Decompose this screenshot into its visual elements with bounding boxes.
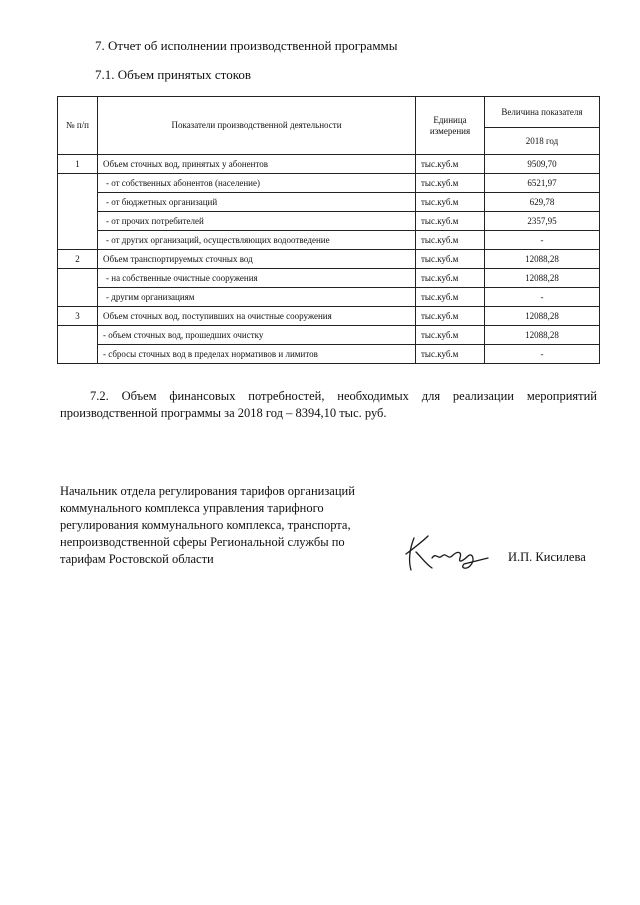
header-num: № п/п (58, 97, 98, 155)
paragraph-7-2-text: 7.2. Объем финансовых потребностей, необходимых для реализации мероприятий производственной программы за 2018 год – 8394,10 тыс. руб. (60, 389, 597, 420)
table-row (58, 174, 600, 193)
wastewater-volume-table (57, 96, 600, 364)
row-indicator: - другим организациям (98, 288, 416, 307)
row-indicator: Объем сточных вод, поступивших на очистные сооружения (98, 307, 416, 326)
row-value: 12088,28 (485, 250, 600, 269)
table-row (58, 307, 600, 326)
row-unit: тыс.куб.м (416, 269, 485, 288)
row-unit: тыс.куб.м (416, 174, 485, 193)
table-row (58, 231, 600, 250)
row-unit: тыс.куб.м (416, 193, 485, 212)
row-indicator: - от других организаций, осуществляющих водоотведение (98, 231, 416, 250)
row-indicator: - от прочих потребителей (98, 212, 416, 231)
header-year: 2018 год (485, 128, 600, 155)
table-row (58, 250, 600, 269)
row-num: 2 (58, 250, 98, 269)
table-row (58, 269, 600, 288)
table-row (58, 155, 600, 174)
subsection-title: 7.1. Объем принятых стоков (95, 67, 251, 82)
row-unit: тыс.куб.м (416, 345, 485, 364)
row-unit: тыс.куб.м (416, 307, 485, 326)
row-num: 3 (58, 307, 98, 326)
row-value: 12088,28 (485, 326, 600, 345)
row-value: 12088,28 (485, 307, 600, 326)
row-unit: тыс.куб.м (416, 326, 485, 345)
row-unit: тыс.куб.м (416, 212, 485, 231)
section-title: 7. Отчет об исполнении производственной программы (95, 38, 398, 53)
row-unit: тыс.куб.м (416, 288, 485, 307)
row-unit: тыс.куб.м (416, 155, 485, 174)
row-indicator: - объем сточных вод, прошедших очистку (98, 326, 416, 345)
table-row (58, 288, 600, 307)
header-indicator: Показатели производственной деятельности (98, 97, 416, 155)
row-indicator: Объем сточных вод, принятых у абонентов (98, 155, 416, 174)
row-value: - (485, 288, 600, 307)
row-num-empty (58, 326, 98, 364)
handwritten-signature (402, 530, 492, 574)
row-value: 12088,28 (485, 269, 600, 288)
row-num: 1 (58, 155, 98, 174)
header-value-group: Величина показателя (485, 97, 600, 128)
row-value: - (485, 345, 600, 364)
row-indicator: - от бюджетных организаций (98, 193, 416, 212)
paragraph-7-2 (60, 388, 597, 422)
table-row (58, 326, 600, 345)
signatory-position: Начальник отдела регулирования тарифов организаций коммунального комплекса управления тарифного регулирования коммунального комплекса, транспорта, непроизводственной сферы Региональной службы по тарифам Ростовской области (60, 484, 355, 566)
header-unit: Единица измерения (416, 97, 485, 155)
row-indicator: - на собственные очистные сооружения (98, 269, 416, 288)
row-indicator: - от собственных абонентов (население) (98, 174, 416, 193)
row-indicator: - сбросы сточных вод в пределах нормативов и лимитов (98, 345, 416, 364)
row-value: 629,78 (485, 193, 600, 212)
row-num-empty (58, 269, 98, 307)
row-value: - (485, 231, 600, 250)
row-indicator: Объем транспортируемых сточных вод (98, 250, 416, 269)
table-row (58, 345, 600, 364)
table-row (58, 193, 600, 212)
row-value: 2357,95 (485, 212, 600, 231)
row-unit: тыс.куб.м (416, 250, 485, 269)
row-value: 6521,97 (485, 174, 600, 193)
row-unit: тыс.куб.м (416, 231, 485, 250)
row-num-empty (58, 174, 98, 250)
signatory-name: И.П. Кисилева (508, 550, 586, 564)
row-value: 9509,70 (485, 155, 600, 174)
table-row (58, 212, 600, 231)
